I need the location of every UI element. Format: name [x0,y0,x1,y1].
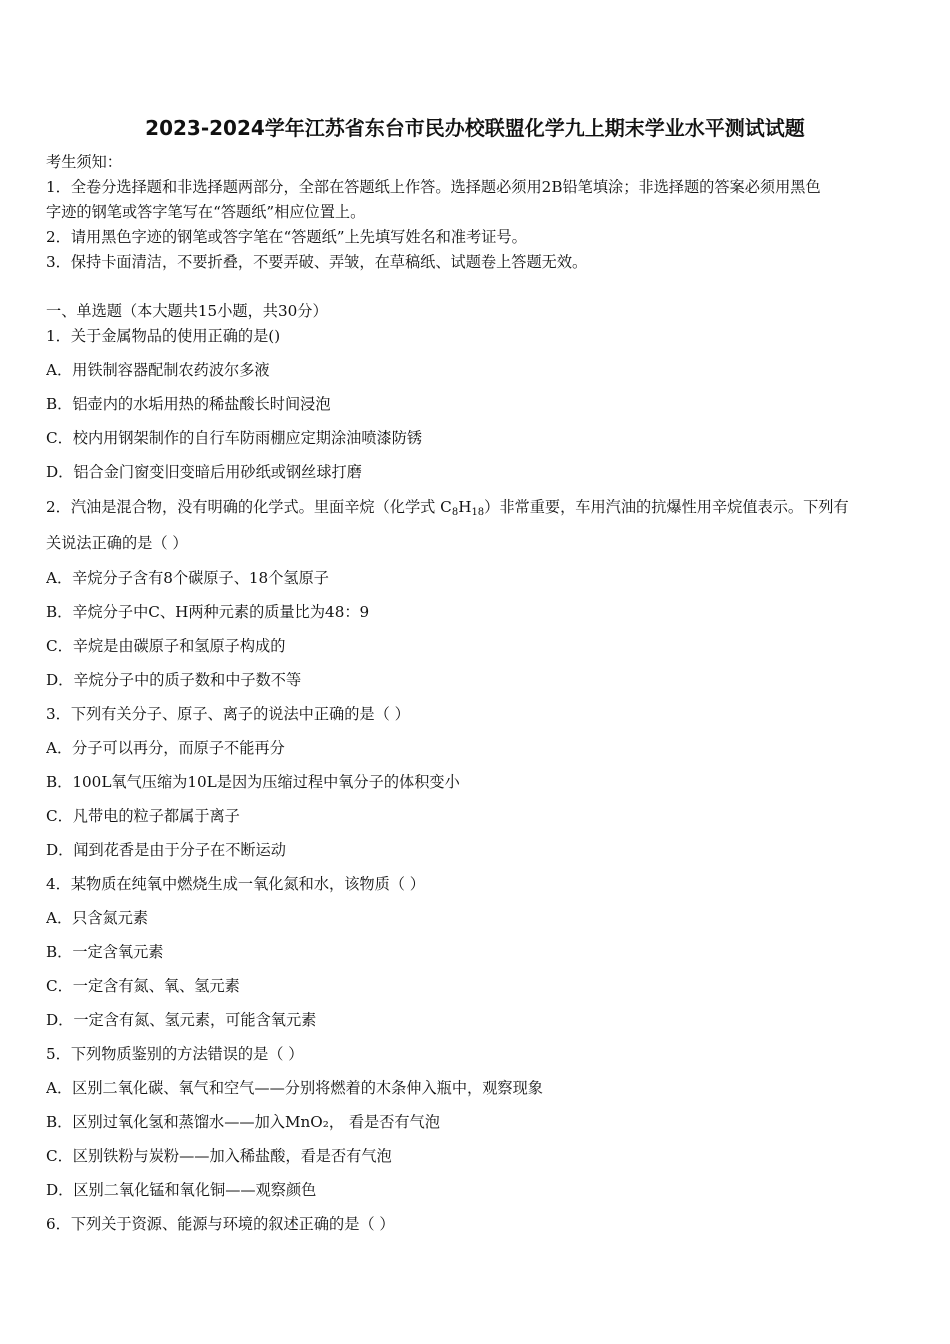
question-stem: 6．下列关于资源、能源与环境的叙述正确的是（ ） [46,1215,395,1233]
question-option: A．只含氮元素 [46,909,149,927]
question-option: C．校内用钢架制作的自行车防雨棚应定期涂油喷漆防锈 [46,429,423,447]
question-option: B．辛烷分子中C、H两种元素的质量比为48：9 [46,603,370,621]
question-option: C．一定含有氮、氧、氢元素 [46,977,240,995]
question-option: B．铝壶内的水垢用热的稀盐酸长时间浸泡 [46,395,331,413]
subscript: 18 [471,507,485,518]
question-option: B．区别过氧化氢和蒸馏水——加入MnO₂， 看是否有气泡 [46,1113,440,1131]
question-option: D．闻到花香是由于分子在不断运动 [46,841,286,859]
question-stem-continued: 关说法正确的是（ ） [46,534,188,552]
subscript: 8 [451,507,459,518]
question-stem: 5．下列物质鉴别的方法错误的是（ ） [46,1045,304,1063]
question-option: A．辛烷分子含有8个碳原子、18个氢原子 [46,569,329,587]
stem-part: 2．汽油是混合物，没有明确的化学式。里面辛烷（化学式 C [46,498,452,516]
notice-item: 字迹的钢笔或答字笔写在“答题纸”相应位置上。 [46,203,366,221]
question-option: C．凡带电的粒子都属于离子 [46,807,240,825]
section-heading: 一、单选题（本大题共15小题，共30分） [46,302,328,320]
question-stem: 3．下列有关分子、原子、离子的说法中正确的是（ ） [46,705,410,723]
question-option: B．一定含氧元素 [46,943,164,961]
question-option: D．一定含有氮、氢元素，可能含氧元素 [46,1011,317,1029]
question-option: C．辛烷是由碳原子和氢原子构成的 [46,637,286,655]
notice-item: 1．全卷分选择题和非选择题两部分，全部在答题纸上作答。选择题必须用2B铅笔填涂；非选择题的答案必须用黑色 [46,178,821,196]
question-option: D．铝合金门窗变旧变暗后用砂纸或钢丝球打磨 [46,463,362,481]
question-option: C．区别铁粉与炭粉——加入稀盐酸，看是否有气泡 [46,1147,392,1165]
question-option: B．100L氧气压缩为10L是因为压缩过程中氧分子的体积变小 [46,773,460,791]
question-option: D．辛烷分子中的质子数和中子数不等 [46,671,302,689]
stem-part: H [458,498,472,516]
question-option: A．分子可以再分，而原子不能再分 [46,739,285,757]
question-stem: 1．关于金属物品的使用正确的是() [46,327,281,345]
page-title: 2023-2024学年江苏省东台市民办校联盟化学九上期末学业水平测试试题 [145,116,805,140]
question-stem [46,497,916,523]
notice-item: 3．保持卡面清洁，不要折叠，不要弄破、弄皱，在草稿纸、试题卷上答题无效。 [46,253,588,271]
question-option: A．用铁制容器配制农药波尔多液 [46,361,270,379]
stem-part: ）非常重要，车用汽油的抗爆性用辛烷值表示。下列有 [484,498,849,516]
question-option: A．区别二氧化碳、氧气和空气——分别将燃着的木条伸入瓶中，观察现象 [46,1079,543,1097]
question-option: D．区别二氧化锰和氧化铜——观察颜色 [46,1181,317,1199]
notice-item: 2．请用黑色字迹的钢笔或答字笔在“答题纸”上先填写姓名和准考证号。 [46,228,527,246]
notice-heading: 考生须知： [46,153,122,171]
question-stem: 4．某物质在纯氧中燃烧生成一氧化氮和水，该物质（ ） [46,875,425,893]
